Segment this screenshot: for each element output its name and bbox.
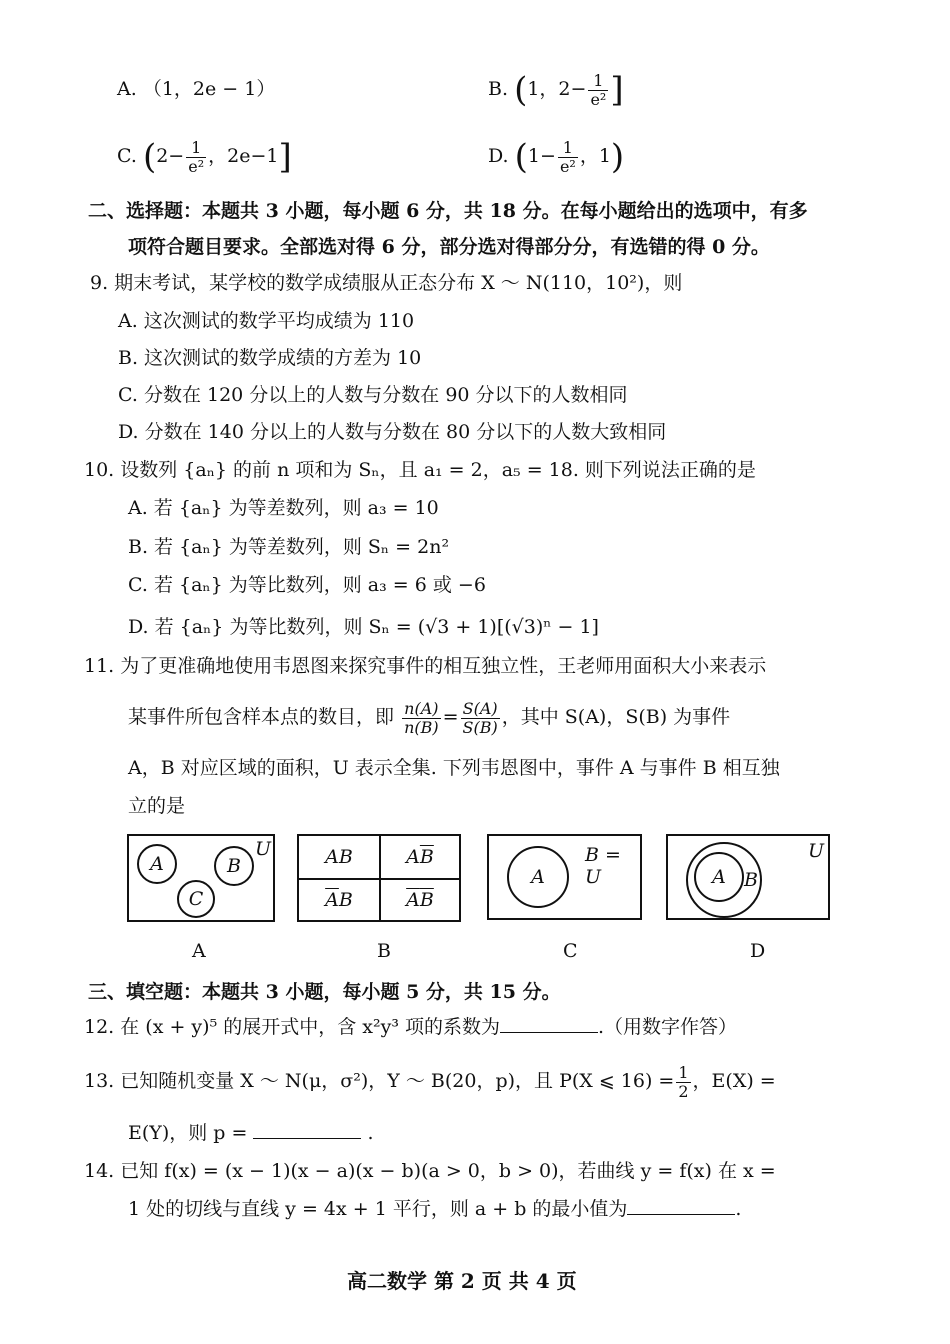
venn-diagram-d xyxy=(666,834,830,920)
universe-label: U xyxy=(808,840,825,862)
circle-b: B xyxy=(214,846,254,886)
q14-answer-blank[interactable] xyxy=(627,1196,735,1215)
q12: 12. 在 (x + y)⁵ 的展开式中，含 x²y³ 项的系数为 .（用数字作答） xyxy=(84,1016,738,1038)
q9-stem: 9. 期末考试，某学校的数学成绩服从正态分布 X ～ N(110，10²)，则 xyxy=(90,272,683,294)
q14-line1: 14. 已知 f(x) = (x − 1)(x − a)(x − b)(a > 0，b > 0)，若曲线 y = f(x) 在 x = xyxy=(84,1160,776,1182)
q11-line1: 11. 为了更准确地使用韦恩图来探究事件的相互独立性，王老师用面积大小来表示 xyxy=(84,655,767,677)
q13-answer-blank[interactable] xyxy=(253,1120,361,1139)
venn-caption-a: A xyxy=(192,940,206,962)
q13-line1: 13. 已知随机变量 X ～ N(μ，σ²)，Y ～ B(20，p)，且 P(X ⩽ 16) = $\frac{1}{2}$ ，E(X) = xyxy=(84,1062,776,1101)
q9-option-d: D. 分数在 140 分以上的人数与分数在 80 分以下的人数大致相同 xyxy=(118,421,667,443)
q9-option-b: B. 这次测试的数学成绩的方差为 10 xyxy=(118,347,422,369)
b-equals-u-label: B = U xyxy=(585,844,621,888)
q8-option-b: B. (1，2− $\frac{1}{\text{e²}}$ ] xyxy=(488,70,624,110)
q12-answer-blank[interactable] xyxy=(500,1014,598,1033)
q13-line2: E(Y)，则 p = . xyxy=(128,1122,374,1144)
venn-caption-d: D xyxy=(750,940,766,962)
q9-option-a: A. 这次测试的数学平均成绩为 110 xyxy=(118,310,415,332)
quad-a-notb: A $\overline{B}$ xyxy=(406,846,434,868)
q10-stem: 10. 设数列 {aₙ} 的前 n 项和为 Sₙ，且 a₁ = 2，a₅ = 18. 则下列说法正确的是 xyxy=(84,459,756,481)
section2-heading-line2: 项符合题目要求。全部选对得 6 分，部分选对得部分分，有选错的得 0 分。 xyxy=(128,236,770,258)
circle-a: A xyxy=(137,844,177,884)
section2-heading-line1: 二、选择题：本题共 3 小题，每小题 6 分，共 18 分。在每小题给出的选项中，有多 xyxy=(88,200,808,222)
venn-caption-c: C xyxy=(563,940,578,962)
q8-option-a: A. （1，2e − 1） xyxy=(117,78,276,100)
q14-line2: 1 处的切线与直线 y = 4x + 1 平行，则 a + b 的最小值为 . xyxy=(128,1198,742,1220)
venn-diagram-a xyxy=(127,834,275,922)
quad-ab: AB xyxy=(325,846,353,868)
circle-a: A xyxy=(694,852,744,902)
q10-option-b: B. 若 {aₙ} 为等差数列，则 Sₙ = 2n² xyxy=(128,536,450,558)
q11-line3: A，B 对应区域的面积，U 表示全集. 下列韦恩图中，事件 A 与事件 B 相互独 xyxy=(128,757,780,779)
circle-a: A xyxy=(507,846,569,908)
q10-option-d: D. 若 {aₙ} 为等比数列，则 Sₙ = (√3 + 1)[(√3)ⁿ − 1] xyxy=(128,616,599,638)
quad-nota-notb: $\overline{A}$ $\overline{B}$ xyxy=(406,889,434,911)
section3-heading: 三、填空题：本题共 3 小题，每小题 5 分，共 15 分。 xyxy=(88,981,561,1003)
q8-option-c: C. (2− $\frac{1}{\text{e²}}$ ，2e−1] xyxy=(117,137,292,177)
page-footer: 高二数学 第 2 页 共 4 页 xyxy=(347,1269,577,1293)
q10-option-a: A. 若 {aₙ} 为等差数列，则 a₃ = 10 xyxy=(128,497,439,519)
venn-caption-b: B xyxy=(377,940,391,962)
circle-b: B xyxy=(686,842,762,918)
universe-label: U xyxy=(255,838,272,860)
q9-option-c: C. 分数在 120 分以上的人数与分数在 90 分以下的人数相同 xyxy=(118,384,628,406)
circle-c: C xyxy=(177,880,215,918)
q11-line2: 某事件所包含样本点的数目，即 $\frac{n(A)}{n(B)}$ = $\frac{S(A)}{S(B)}$ ，其中 S(A)，S(B) 为事件 xyxy=(128,698,731,737)
quad-nota-b: $\overline{A}$ B xyxy=(325,889,353,911)
q8-option-d: D. (1− $\frac{1}{\text{e²}}$ ，1) xyxy=(488,137,625,177)
q11-line4: 立的是 xyxy=(128,795,186,817)
venn-diagram-c xyxy=(487,834,642,920)
q10-option-c: C. 若 {aₙ} 为等比数列，则 a₃ = 6 或 −6 xyxy=(128,574,486,596)
venn-diagram-b xyxy=(297,834,461,922)
